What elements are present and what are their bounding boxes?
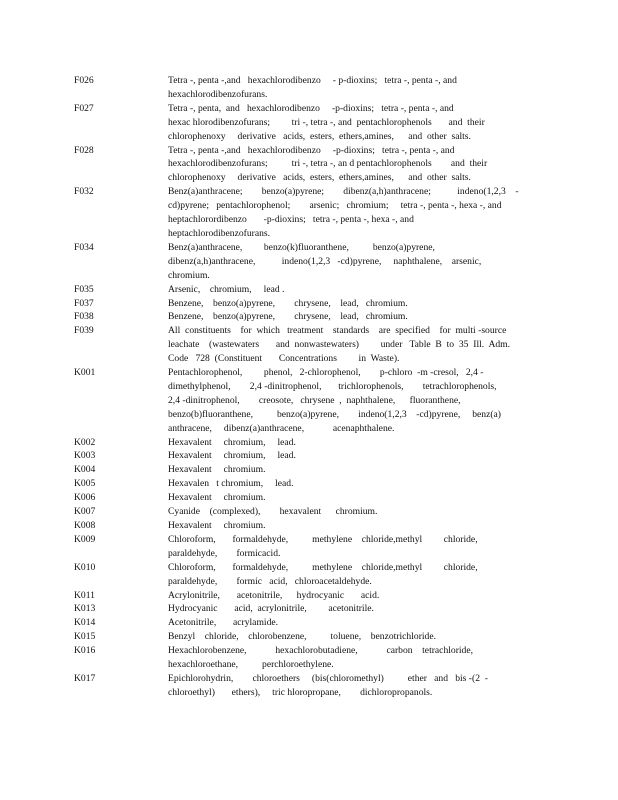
constituent-line: chlorophenoxy derivative acids, esters, ethers,amines, and other salts. <box>168 172 471 184</box>
constituent-line: heptachlorordibenzo -p-dioxins; tetra -, penta -, hexa -, and <box>168 214 414 226</box>
waste-code: F028 <box>74 144 94 156</box>
constituent-line: paraldehyde, formicacid. <box>168 547 281 559</box>
waste-code: K013 <box>74 603 96 615</box>
constituent-line: Hexavalent chromium. <box>168 464 266 476</box>
waste-code: K017 <box>74 672 96 684</box>
constituent-list <box>168 630 540 644</box>
constituent-line: Tetra -, penta -,and hexachlorodibenzo -p-dioxins; tetra -, penta -, and <box>168 144 455 156</box>
table-row <box>74 533 540 561</box>
constituent-list <box>168 74 540 102</box>
table-row <box>74 449 540 463</box>
table-row <box>74 491 540 505</box>
waste-code: K005 <box>74 478 96 490</box>
table-row <box>74 297 540 311</box>
table-row <box>74 477 540 491</box>
constituent-line: cd)pyrene; pentachlorophenol; arsenic; chromium; tetra -, penta -, hexa -, and <box>168 200 502 212</box>
constituent-list <box>168 477 540 491</box>
constituent-line: hexac hlorodibenzofurans; tri -, tetra -, and pentachlorophenols and their <box>168 116 485 128</box>
waste-code: K002 <box>74 436 96 448</box>
table-row <box>74 672 540 700</box>
constituent-list <box>168 449 540 463</box>
constituent-line: chloroethyl) ethers), tric hloropropane, dichloropropanols. <box>168 686 433 698</box>
constituent-list <box>168 602 540 616</box>
waste-code: F027 <box>74 102 94 114</box>
constituent-line: Hexavalent chromium, lead. <box>168 436 296 448</box>
waste-code: K007 <box>74 506 96 518</box>
constituent-line: Benzene, benzo(a)pyrene, chrysene, lead, chromium. <box>168 297 408 309</box>
constituent-line: Chloroform, formaldehyde, methylene chloride,methyl chloride, <box>168 561 478 573</box>
constituent-line: Hexavalent chromium, lead. <box>168 450 296 462</box>
constituent-list <box>168 672 540 700</box>
table-row <box>74 505 540 519</box>
constituent-line: benzo(b)fluoranthene, benzo(a)pyrene, indeno(1,2,3 -cd)pyrene, benz(a) <box>168 408 501 420</box>
constituent-line: Hexavalent chromium. <box>168 492 266 504</box>
constituent-line: Tetra -, penta -,and hexachlorodibenzo - p-dioxins; tetra -, penta -, and <box>168 75 457 86</box>
constituent-line: Hydrocyanic acid, acrylonitrile, acetonitrile. <box>168 603 374 615</box>
waste-code-table <box>74 74 540 700</box>
table-row <box>74 102 540 144</box>
constituent-line: anthracene, dibenz(a)anthracene, acenaphthalene. <box>168 422 395 434</box>
waste-code: F038 <box>74 311 94 323</box>
constituent-line: Arsenic, chromium, lead . <box>168 283 285 295</box>
constituent-list <box>168 463 540 477</box>
constituent-list <box>168 491 540 505</box>
table-row <box>74 602 540 616</box>
constituent-list <box>168 297 540 311</box>
constituent-line: Benzyl chloride, chlorobenzene, toluene, benzotrichloride. <box>168 631 437 643</box>
constituent-list <box>168 589 540 603</box>
constituent-line: Hexavalent chromium. <box>168 520 266 531</box>
waste-code: K011 <box>74 589 95 601</box>
waste-code: K014 <box>74 617 96 629</box>
constituent-line: chromium. <box>168 269 210 281</box>
table-row <box>74 366 540 436</box>
waste-code: F034 <box>74 241 94 253</box>
constituent-list <box>168 283 540 297</box>
waste-code: K001 <box>74 367 96 379</box>
waste-code: F037 <box>74 297 94 309</box>
table-row <box>74 463 540 477</box>
constituent-line: Benz(a)anthracene, benzo(k)fluoranthene, benzo(a)pyrene, <box>168 241 435 253</box>
waste-code: K008 <box>74 520 96 531</box>
constituent-line: 2,4 -dinitrophenol, creosote, chrysene , naphthalene, fluoranthene, <box>168 394 461 406</box>
table-row <box>74 616 540 630</box>
table-row <box>74 436 540 450</box>
constituent-line: dibenz(a,h)anthracene, indeno(1,2,3 -cd)pyrene, naphthalene, arsenic, <box>168 255 482 267</box>
constituent-list <box>168 366 540 436</box>
table-row <box>74 74 540 102</box>
constituent-line: paraldehyde, formic acid, chloroacetaldehyde. <box>168 575 372 587</box>
table-row <box>74 185 540 241</box>
constituent-line: Hexachlorobenzene, hexachlorobutadiene, carbon tetrachloride, <box>168 645 474 657</box>
constituent-line: hexachlorodibenzofurans. <box>168 88 268 100</box>
table-row <box>74 144 540 186</box>
table-row <box>74 630 540 644</box>
waste-code: F026 <box>74 75 94 86</box>
constituent-line: Acrylonitrile, acetonitrile, hydrocyanic acid. <box>168 589 380 601</box>
waste-code: F032 <box>74 186 94 198</box>
constituent-line: Code 728 (Constituent Concentrations in Waste). <box>168 353 400 365</box>
constituent-list <box>168 519 540 533</box>
table-row <box>74 644 540 672</box>
constituent-line: Benz(a)anthracene; benzo(a)pyrene; dibenz(a,h)anthracene; indeno(1,2,3 - <box>168 186 519 198</box>
constituent-list <box>168 561 540 589</box>
table-row <box>74 310 540 324</box>
constituent-line: hexachlorodibenzofurans; tri -, tetra -, an d pentachlorophenols and their <box>168 158 488 170</box>
constituent-line: Epichlorohydrin, chloroethers (bis(chloromethyl) ether and bis -(2 - <box>168 672 488 684</box>
constituent-line: Cyanide (complexed), hexavalent chromium. <box>168 506 378 518</box>
constituent-list <box>168 505 540 519</box>
constituent-line: hexachloroethane, perchloroethylene. <box>168 659 334 671</box>
constituent-line: leachate (wastewaters and nonwastewaters) under Table B to 35 Ill. Adm. <box>168 339 511 351</box>
waste-code: K006 <box>74 492 96 504</box>
table-row <box>74 324 540 366</box>
table-row <box>74 241 540 283</box>
waste-code: K015 <box>74 631 96 643</box>
waste-code: K003 <box>74 450 96 462</box>
constituent-line: Tetra -, penta, and hexachlorodibenzo -p-dioxins; tetra -, penta -, and <box>168 102 454 114</box>
waste-code: K016 <box>74 645 96 657</box>
constituent-list <box>168 616 540 630</box>
constituent-list <box>168 241 540 283</box>
table-row <box>74 561 540 589</box>
constituent-line: heptachlorodibenzofurans. <box>168 227 271 239</box>
constituent-line: All constituents for which treatment standards are specified for multi -source <box>168 325 507 337</box>
constituent-line: Hexavalen t chromium, lead. <box>168 478 294 490</box>
constituent-list <box>168 533 540 561</box>
constituent-line: Acetonitrile, acrylamide. <box>168 617 279 629</box>
waste-code: K009 <box>74 533 96 545</box>
waste-code: F039 <box>74 325 94 337</box>
table-row <box>74 283 540 297</box>
constituent-line: Benzene, benzo(a)pyrene, chrysene, lead, chromium. <box>168 311 408 323</box>
waste-code: F035 <box>74 283 94 295</box>
table-row <box>74 589 540 603</box>
constituent-line: Chloroform, formaldehyde, methylene chloride,methyl chloride, <box>168 533 478 545</box>
constituent-list <box>168 436 540 450</box>
waste-code: K004 <box>74 464 96 476</box>
constituent-list <box>168 102 540 144</box>
constituent-line: dimethylphenol, 2,4 -dinitrophenol, trichlorophenols, tetrachlorophenols, <box>168 380 497 392</box>
constituent-line: chlorophenoxy derivative acids, esters, ethers,amines, and other salts. <box>168 130 471 142</box>
constituent-list <box>168 185 540 241</box>
constituent-list <box>168 324 540 366</box>
constituent-line: Pentachlorophenol, phenol, 2-chlorophenol, p-chloro -m -cresol, 2,4 - <box>168 367 484 379</box>
table-row <box>74 519 540 533</box>
constituent-list <box>168 310 540 324</box>
constituent-list <box>168 644 540 672</box>
waste-code: K010 <box>74 561 96 573</box>
constituent-list <box>168 144 540 186</box>
